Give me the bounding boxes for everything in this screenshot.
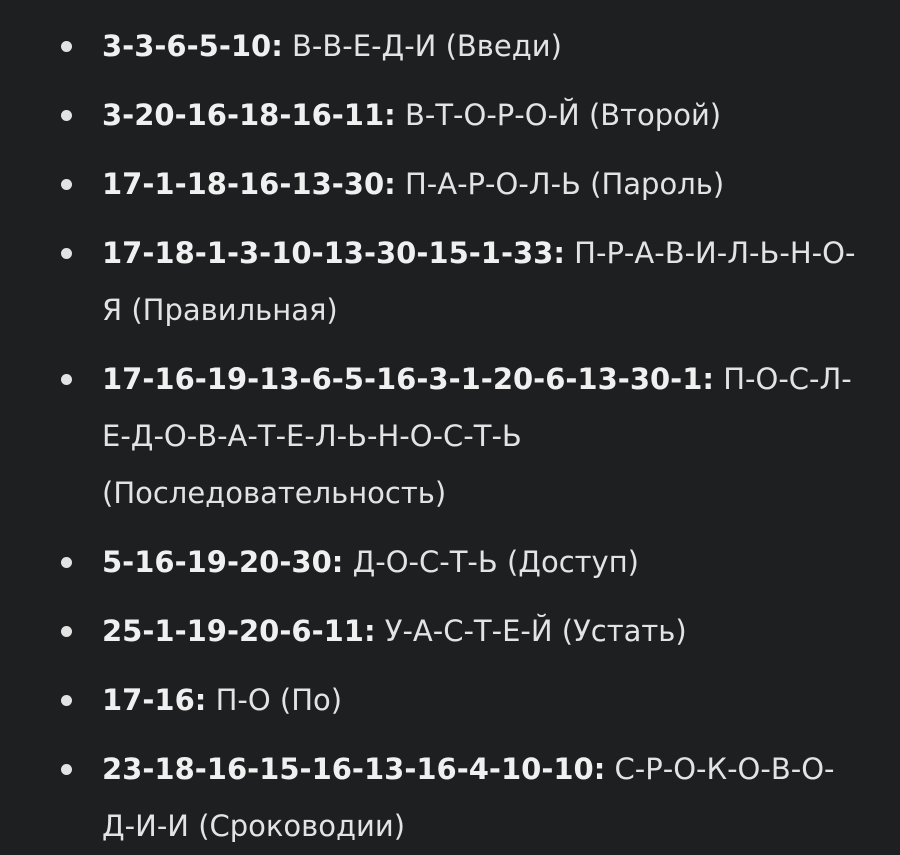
item-code: 23-18-16-15-16-13-16-4-10-10: xyxy=(102,752,606,786)
list-item xyxy=(0,225,900,339)
item-text: С-Р-О-К-О-В-О-Д-И-И (Сроководии) xyxy=(102,752,835,843)
item-text: Д-О-С-Т-Ь (Доступ) xyxy=(352,545,639,579)
item-text: В-Т-О-Р-О-Й (Второй) xyxy=(404,98,722,132)
list-item xyxy=(0,87,900,144)
bullet-icon xyxy=(61,695,72,706)
item-text: П-Р-А-В-И-Л-Ь-Н-О-Я (Правильная) xyxy=(102,236,856,327)
bullet-icon xyxy=(61,110,72,121)
item-code: 17-1-18-16-13-30: xyxy=(102,167,396,201)
bullet-icon xyxy=(61,179,72,190)
item-text: У-А-С-Т-Е-Й (Устать) xyxy=(384,614,687,648)
list-item xyxy=(0,156,900,213)
bullet-icon xyxy=(61,764,72,775)
bullet-icon xyxy=(61,248,72,259)
item-text: В-В-Е-Д-И (Введи) xyxy=(292,29,562,63)
item-code: 3-3-6-5-10: xyxy=(102,29,283,63)
list-item xyxy=(0,741,900,855)
list-item xyxy=(0,18,900,75)
item-code: 25-1-19-20-6-11: xyxy=(102,614,376,648)
item-code: 17-16-19-13-6-5-16-3-1-20-6-13-30-1: xyxy=(102,362,714,396)
item-code: 17-16: xyxy=(102,683,207,717)
item-text: П-О-С-Л-Е-Д-О-В-А-Т-Е-Л-Ь-Н-О-С-Т-Ь (Последовательность) xyxy=(102,362,852,510)
item-code: 3-20-16-18-16-11: xyxy=(102,98,396,132)
item-code: 17-18-1-3-10-13-30-15-1-33: xyxy=(102,236,565,270)
list-item xyxy=(0,351,900,522)
item-code: 5-16-19-20-30: xyxy=(102,545,344,579)
bullet-icon xyxy=(61,626,72,637)
list-item xyxy=(0,534,900,591)
list-item xyxy=(0,672,900,729)
item-text: П-О (По) xyxy=(215,683,343,717)
bullet-icon xyxy=(61,374,72,385)
bullet-icon xyxy=(61,41,72,52)
item-text: П-А-Р-О-Л-Ь (Пароль) xyxy=(404,167,725,201)
list-item xyxy=(0,603,900,660)
bullet-icon xyxy=(61,557,72,568)
